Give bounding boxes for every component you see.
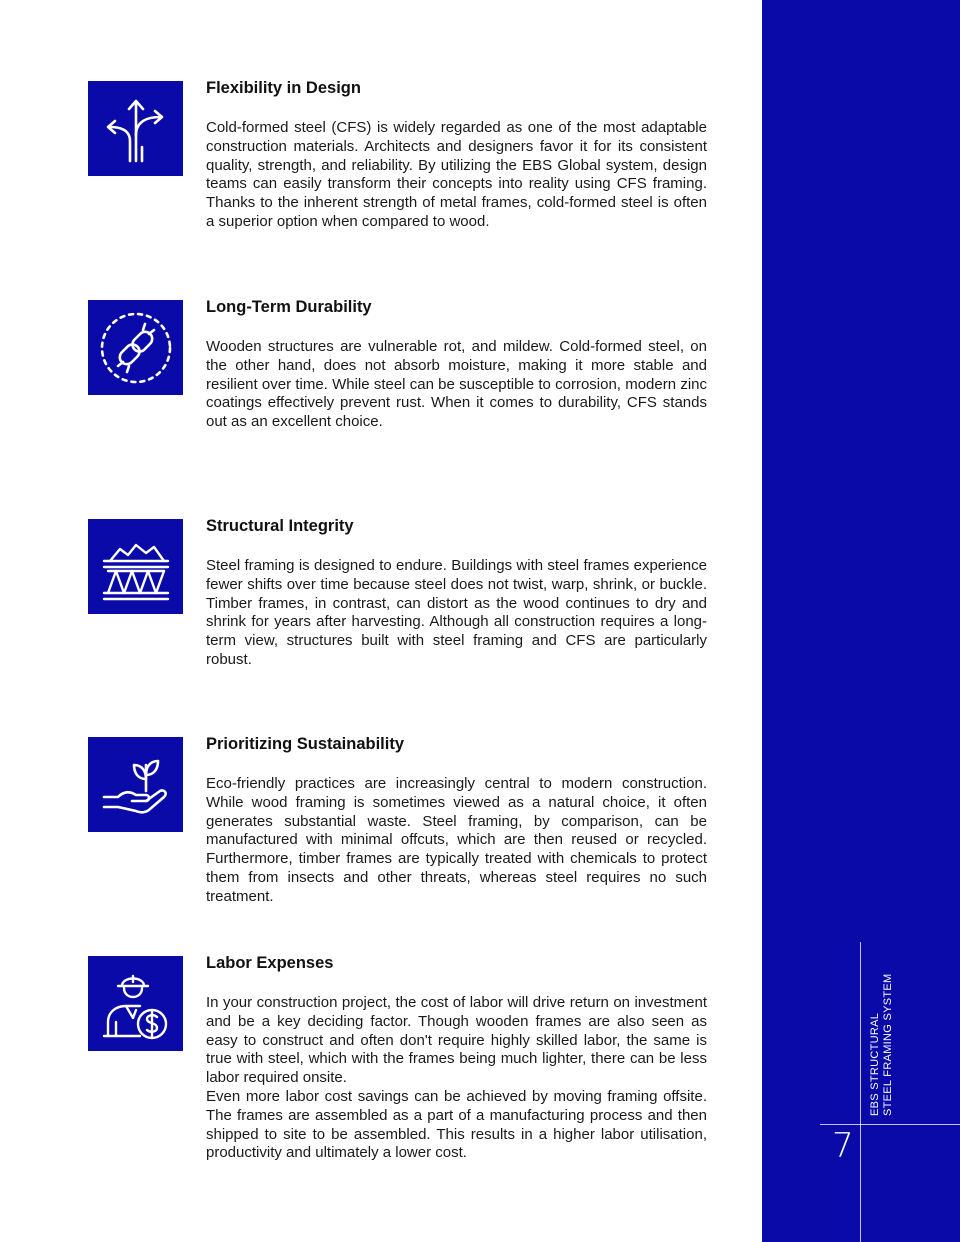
body-paragraph: In your construction project, the cost of labor will drive return on investment and be a key deciding factor. Though wooden frames are also seen as easy to construct and often don't require highly skilled labor, the same is true with steel, which with the frames being much lighter, there can be less labor required onsite.: [206, 994, 707, 1087]
body-paragraph: Wooden structures are vulnerable rot, and mildew. Cold-formed steel, on the other hand, does not absorb moisture, making it more stable and resilient over time. While steel can be susceptible to corrosion, modern zinc coatings effectively prevent rust. When it comes to durability, CFS stands out as an excellent choice.: [206, 338, 707, 431]
page-number: 7: [832, 1126, 854, 1166]
section-title: Labor Expenses: [206, 954, 334, 972]
document-title-vertical: [869, 973, 895, 1116]
section-body: [206, 338, 707, 432]
icon-box: [88, 300, 183, 395]
icon-box: [88, 956, 183, 1051]
document-title-line-2: STEEL FRAMING SYSTEM: [882, 973, 894, 1116]
hand-plant-icon: [96, 745, 176, 825]
section-title: Long-Term Durability: [206, 298, 372, 316]
section-body: [206, 119, 707, 232]
section-body: [206, 775, 707, 907]
sidebar-horizontal-rule: [820, 1124, 960, 1125]
body-paragraph: Cold-formed steel (CFS) is widely regarded as one of the most adaptable construction materials. Architects and designers favor it for its consistent quality, strength, and reliability. By utilizing the EBS Global system, design teams can easily transform their concepts into reality using CFS framing. Thanks to the inherent strength of metal frames, cold-formed steel is often a superior option when compared to wood.: [206, 119, 707, 230]
section-title: Prioritizing Sustainability: [206, 735, 405, 753]
section-body: [206, 994, 707, 1163]
icon-box: [88, 519, 183, 614]
chain-link-icon: [96, 308, 176, 388]
sidebar-band: [762, 0, 960, 1242]
steel-truss-icon: [96, 527, 176, 607]
section-title: Flexibility in Design: [206, 79, 361, 97]
document-title-line-1: EBS STRUCTURAL: [869, 1012, 881, 1116]
body-paragraph: Eco-friendly practices are increasingly central to modern construction. While wood framing is sometimes viewed as a natural choice, it often generates substantial waste. Steel framing, by comparison, can be manufactured with minimal offcuts, which are then reused or recycled. Furthermore, timber frames are typically treated with chemicals to protect them from insects and other threats, whereas steel requires no such treatment.: [206, 775, 707, 905]
section-body: [206, 557, 707, 670]
branching-arrows-icon: [96, 89, 176, 169]
worker-dollar-icon: [96, 964, 176, 1044]
body-paragraph: Steel framing is designed to endure. Buildings with steel frames experience fewer shifts over time because steel does not twist, warp, shrink, or buckle. Timber frames, in contrast, can distort as the wood continues to dry and shrink for years after harvesting. Although all construction requires a long-term view, structures built with steel framing and CFS are particularly robust.: [206, 557, 707, 668]
icon-box: [88, 81, 183, 176]
sidebar-vertical-rule: [860, 942, 861, 1242]
section-title: Structural Integrity: [206, 517, 354, 535]
body-paragraph: Even more labor cost savings can be achieved by moving framing offsite. The frames are assembled as a part of a manufacturing process and then shipped to site to be assembled. This results in a higher labor utilisation, productivity and ultimately a lower cost.: [206, 1087, 707, 1162]
icon-box: [88, 737, 183, 832]
